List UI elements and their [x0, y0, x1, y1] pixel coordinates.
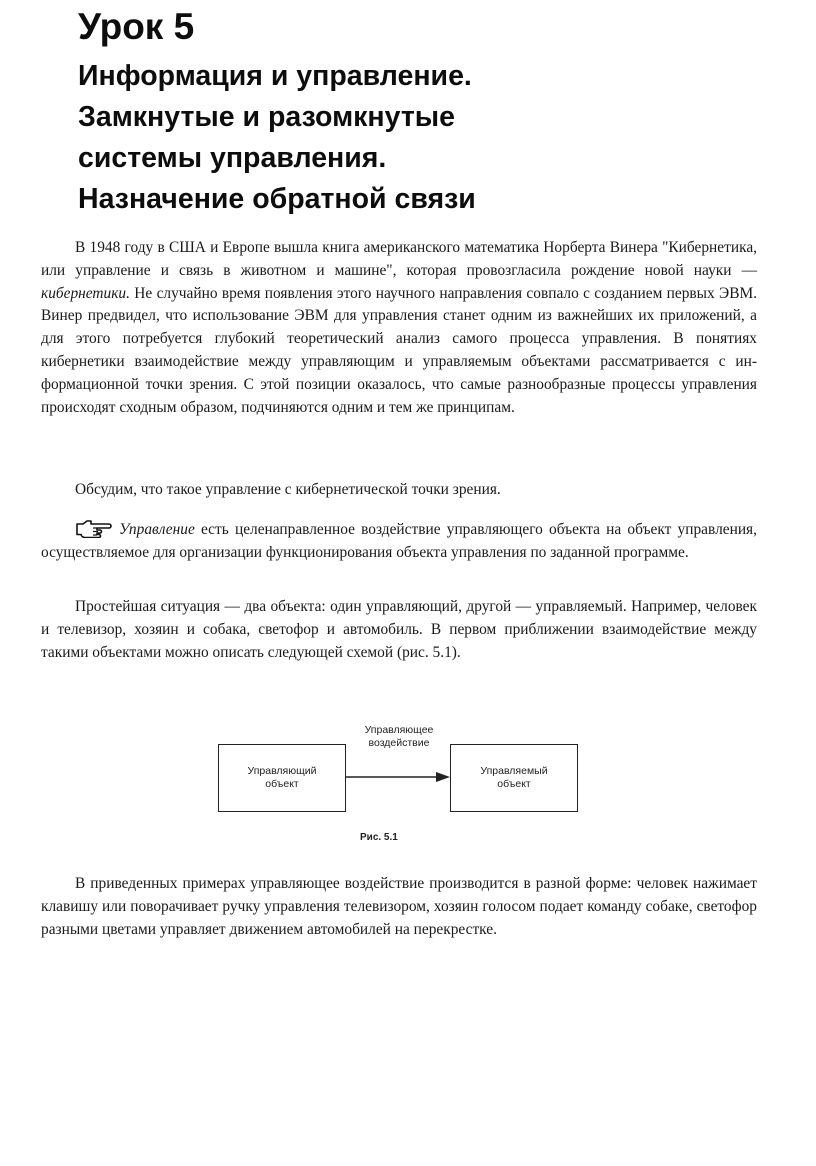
- definition-term: Управление: [119, 521, 195, 538]
- situation-paragraph: Простейшая ситуация — два объекта: один управляющий, другой — управляемый. Например, человек и телевизор, хозяин и собака, светофор и автомобиль. В первом приближении взаимодействие между такими объектами можно описать следующей схемой (рис. 5.1).: [41, 598, 757, 661]
- control-action-label: Управляющее воздействие: [364, 724, 434, 749]
- cybernetics-term: кибернетики.: [41, 284, 130, 302]
- title-line: Замкнутые и разомкнутые: [78, 101, 455, 133]
- control-arrow: [346, 770, 450, 784]
- discussion-paragraph: Обсудим, что такое управление с кибернетической точки зрения.: [75, 481, 501, 498]
- definition-text: есть целенаправленное воздействие управляющего объекта на объект управления, осуществляемое для организации функционирования объекта управления по заданной программе.: [41, 521, 757, 561]
- intro-text-continued: Не случайно время появления этого научного направления совпало с созданием первых ЭВМ. Винер предвидел, что использование ЭВМ для управления станет одним из важнейших их приложений, а для этого потребуется глубокий теоретический анализ самого процесса управления. В понятиях кибернетики взаимодействие между управляющим и управляемым объектами рассматривается с информационной точки зрения. С этой позиции оказалось, что самые разнообразные процессы управления происходят сходным образом, подчиняются одним и тем же принципам.: [41, 284, 757, 416]
- lesson-number: Урок 5: [78, 6, 195, 47]
- title-line: Назначение обратной связи: [78, 183, 476, 215]
- intro-text: В 1948 году в США и Европе вышла книга американского математика Норберта Винера "Кибернетика, или управление и связь в животном и машине", которая провозгласила рождение новой науки —: [41, 239, 757, 279]
- control-diagram: [210, 720, 590, 820]
- examples-paragraph: В приведенных примерах управляющее воздействие производится в разной форме: человек нажимает клавишу или поворачивает ручку управления телевизором, хозяин голосом подает команду собаке, светофор разными цветами управляет движением автомобилей на перекрестке.: [41, 875, 757, 938]
- intro-paragraph: [41, 237, 757, 419]
- controlled-object-box: Управляемый объект: [450, 744, 578, 812]
- title-line: системы управления.: [78, 142, 387, 174]
- controlling-object-box: Управляющий объект: [218, 744, 346, 812]
- lesson-title: [78, 56, 758, 220]
- title-line: Информация и управление.: [78, 60, 472, 92]
- definition-paragraph: [41, 518, 757, 565]
- figure-caption: Рис. 5.1: [360, 832, 398, 843]
- pointing-hand-icon: [75, 518, 113, 538]
